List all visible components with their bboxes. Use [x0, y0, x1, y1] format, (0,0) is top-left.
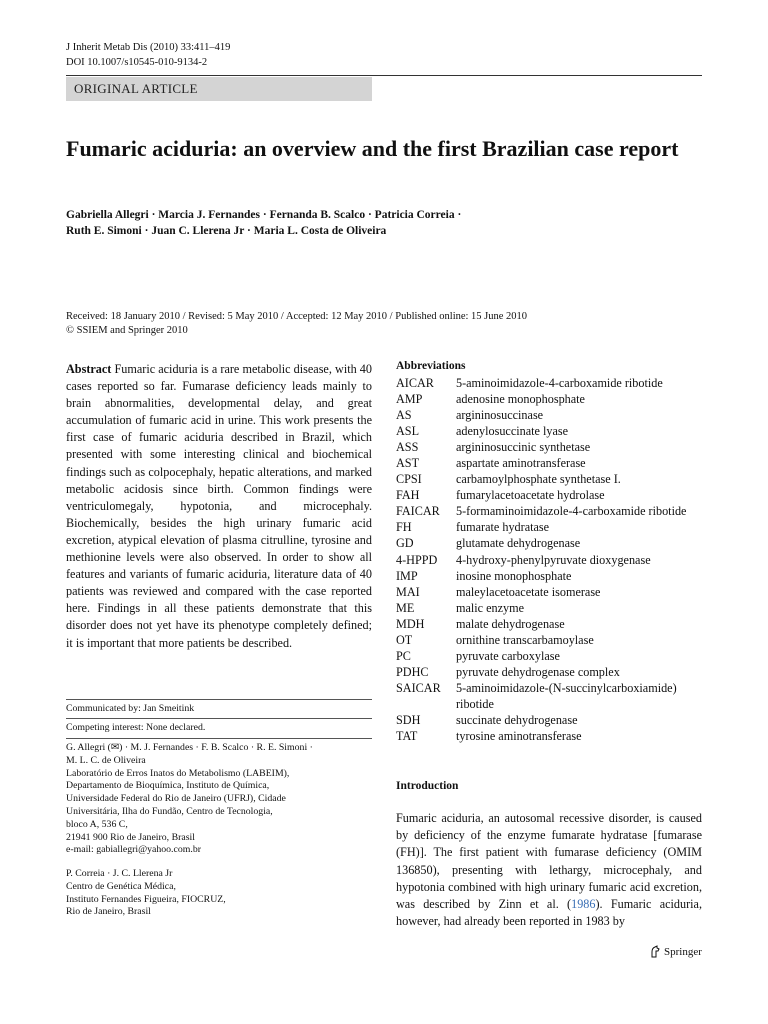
abbreviation-definition: 5-aminoimidazole-4-carboxamide ribotide — [456, 376, 663, 390]
abbreviation-definition: malate dehydrogenase — [456, 616, 565, 631]
abbreviation-row — [396, 616, 686, 632]
article-title: Fumaric aciduria: an overview and the first Brazilian case report — [66, 136, 679, 161]
abstract-text: Fumaric aciduria is a rare metabolic disease, with 40 cases reported so far. Fumarase deficiency leads mainly to brain abnormalities, developmental delay, and great accumulation of fumaric acid in urine. This work presents the first case of fumaric aciduria described in Brazil, which presented with some interesting clinical and biochemical findings such as colpocephaly, hepatic alterations, and marked metabolic acidosis since birth. Common findings were ventriculomegaly, hypotonia, and microcephaly. Biochemically, besides the high urinary fumaric acid excretion, atypical elevation of plasma citrulline, tyrosine and methionine levels were also observed. In order to show all features and variants of fumaric aciduria, literature data of 40 patients was reviewed and compared with the case reported here. Findings in all these patients demonstrate that this disorder does not yet have its phenotype completely defined; it is important that more patients be described. — [66, 362, 372, 650]
affiliation-line: Universidade Federal do Rio de Janeiro (UFRJ), Cidade — [66, 793, 286, 805]
article-type-label: ORIGINAL ARTICLE — [74, 81, 198, 96]
abbreviation-row — [396, 423, 686, 439]
footnote-rule — [66, 699, 372, 700]
abbreviation-row — [396, 439, 686, 455]
abbreviation-row — [396, 664, 686, 680]
abbreviation-code: GD — [396, 536, 414, 551]
affiliation-2 — [66, 868, 372, 919]
abbreviation-code: AST — [396, 456, 420, 471]
abbreviation-definition: maleylacetoacetate isomerase — [456, 584, 601, 599]
competing-interest: Competing interest: None declared. — [66, 722, 206, 733]
affiliation-line: M. L. C. de Oliveira — [66, 754, 146, 766]
abbreviation-code: IMP — [396, 568, 418, 583]
footnote-rule — [66, 738, 372, 739]
publisher-name: Springer — [664, 945, 702, 958]
springer-logo — [650, 945, 702, 958]
abbreviation-row — [396, 568, 686, 584]
abstract — [66, 361, 372, 652]
abbreviation-row — [396, 552, 686, 568]
intro-text: Fumaric aciduria, an autosomal recessive disorder, is caused by deficiency of the enzyme fumarate hydratase [fumarase (FH)]. The first patient with fumarase deficiency (OMIM 136850), presenting with lethargy, microcephaly, and hypotonia combined with high urinary fumaric acid excretion, was described by Zinn et al. ( — [396, 811, 702, 912]
abbreviation-code: ASS — [396, 440, 419, 455]
affiliation-line: Universitária, Ilha do Fundão, Centro de Tecnologia, — [66, 805, 273, 817]
communicated-by: Communicated by: Jan Smeitink — [66, 703, 195, 714]
abbreviation-row — [396, 535, 686, 551]
abbreviation-code: SDH — [396, 712, 421, 727]
abbreviation-row — [396, 680, 686, 696]
affiliation-line: P. Correia · J. C. Llerena Jr — [66, 868, 173, 879]
springer-horse-icon — [650, 945, 661, 958]
authors-line-2: Ruth E. Simoni · Juan C. Llerena Jr · Maria L. Costa de Oliveira — [66, 225, 387, 237]
abbreviation-row — [396, 728, 686, 744]
abbreviation-row — [396, 584, 686, 600]
abbreviation-definition: 4-hydroxy-phenylpyruvate dioxygenase — [456, 552, 651, 567]
abbreviation-code: MAI — [396, 584, 420, 599]
abbreviation-definition: ribotide — [456, 696, 494, 711]
abbreviation-code: ME — [396, 600, 415, 615]
introduction-paragraph — [396, 810, 702, 930]
abbreviation-code: TAT — [396, 729, 418, 744]
abbreviation-row — [396, 632, 686, 648]
affiliation-line: G. Allegri (✉) · M. J. Fernandes · F. B. Scalco · R. E. Simoni · — [66, 742, 313, 753]
abbreviation-definition: pyruvate carboxylase — [456, 648, 560, 663]
abbreviation-definition: 5-aminoimidazole-(N-succinylcarboxiamide) — [456, 680, 677, 695]
abbreviation-row — [396, 391, 686, 407]
abbreviation-code: ASL — [396, 424, 420, 439]
affiliation-line: Centro de Genética Médica, — [66, 880, 176, 892]
abbreviation-code: CPSI — [396, 472, 422, 487]
abstract-label: Abstract — [66, 362, 112, 376]
abbreviation-definition: pyruvate dehydrogenase complex — [456, 664, 620, 679]
affiliation-line: 21941 900 Rio de Janeiro, Brasil — [66, 831, 195, 843]
abbreviation-row — [396, 455, 686, 471]
abbreviation-code: FAICAR — [396, 504, 440, 519]
abbreviation-code: AMP — [396, 392, 423, 407]
abbreviations-heading: Abbreviations — [396, 360, 466, 372]
abbreviation-code: AS — [396, 408, 412, 423]
abbreviation-code: MDH — [396, 616, 425, 631]
abbreviation-row — [396, 407, 686, 423]
abbreviation-code: AICAR — [396, 376, 434, 390]
abbreviation-definition: 5-formaminoimidazole-4-carboxamide ribotide — [456, 504, 687, 519]
affiliation-line: bloco A, 536 C, — [66, 818, 128, 830]
abbreviation-definition: succinate dehydrogenase — [456, 712, 578, 727]
abbreviation-definition: fumarylacetoacetate hydrolase — [456, 488, 605, 503]
affiliation-1 — [66, 742, 372, 857]
introduction-heading: Introduction — [396, 780, 459, 792]
affiliation-line: Departamento de Bioquímica, Instituto de Química, — [66, 780, 270, 792]
abbreviation-row — [396, 712, 686, 728]
citation-link[interactable]: 1986 — [571, 897, 596, 912]
intro-text: ). Fumaric aciduria, however, had already been reported in 1983 by — [396, 897, 702, 929]
header-rule — [66, 75, 702, 76]
footnote-rule — [66, 718, 372, 719]
journal-citation: J Inherit Metab Dis (2010) 33:411–419 — [66, 42, 231, 53]
affiliation-line: Rio de Janeiro, Brasil — [66, 906, 151, 918]
affiliation-line: Laboratório de Erros Inatos do Metabolismo (LABEIM), — [66, 767, 290, 779]
abbreviation-code: PDHC — [396, 664, 429, 679]
abbreviation-definition: adenosine monophosphate — [456, 392, 585, 407]
abbreviation-code: OT — [396, 632, 413, 647]
abbreviation-code: SAICAR — [396, 680, 441, 695]
abbreviation-row — [396, 600, 686, 616]
abbreviation-row — [396, 487, 686, 503]
abbreviation-code: FAH — [396, 488, 420, 503]
abbreviation-code: PC — [396, 648, 411, 663]
email-link[interactable]: e-mail: gabiallegri@yahoo.com.br — [66, 844, 201, 856]
abbreviation-definition: glutamate dehydrogenase — [456, 536, 581, 551]
abbreviation-definition: argininosuccinase — [456, 408, 544, 423]
abbreviation-code — [396, 696, 456, 712]
copyright: © SSIEM and Springer 2010 — [66, 325, 188, 336]
abbreviation-definition: adenylosuccinate lyase — [456, 424, 569, 439]
abbreviation-definition: carbamoylphosphate synthetase I. — [456, 472, 621, 487]
abbreviation-code: 4-HPPD — [396, 552, 438, 567]
abbreviation-definition: inosine monophosphate — [456, 568, 572, 583]
abbreviation-definition: malic enzyme — [456, 600, 525, 615]
abbreviation-definition: ornithine transcarbamoylase — [456, 632, 594, 647]
publication-dates: Received: 18 January 2010 / Revised: 5 May 2010 / Accepted: 12 May 2010 / Published online: 15 June 2010 — [66, 311, 528, 322]
abbreviations-table — [396, 375, 686, 744]
abbreviation-row — [396, 648, 686, 664]
abbreviation-row — [396, 471, 686, 487]
abbreviation-definition: argininosuccinic synthetase — [456, 440, 591, 455]
abbreviation-row — [396, 503, 686, 519]
abbreviation-definition: aspartate aminotransferase — [456, 456, 586, 471]
abbreviation-row — [396, 375, 686, 391]
abbreviation-code: FH — [396, 520, 412, 535]
abbreviation-definition: fumarate hydratase — [456, 520, 550, 535]
affiliation-line: Instituto Fernandes Figueira, FIOCRUZ, — [66, 893, 226, 905]
doi: DOI 10.1007/s10545-010-9134-2 — [66, 57, 208, 68]
abbreviation-definition: tyrosine aminotransferase — [456, 729, 582, 744]
abbreviation-row — [396, 519, 686, 535]
authors-line-1: Gabriella Allegri · Marcia J. Fernandes · Fernanda B. Scalco · Patricia Correia · — [66, 209, 462, 221]
abbreviation-row — [396, 696, 686, 712]
